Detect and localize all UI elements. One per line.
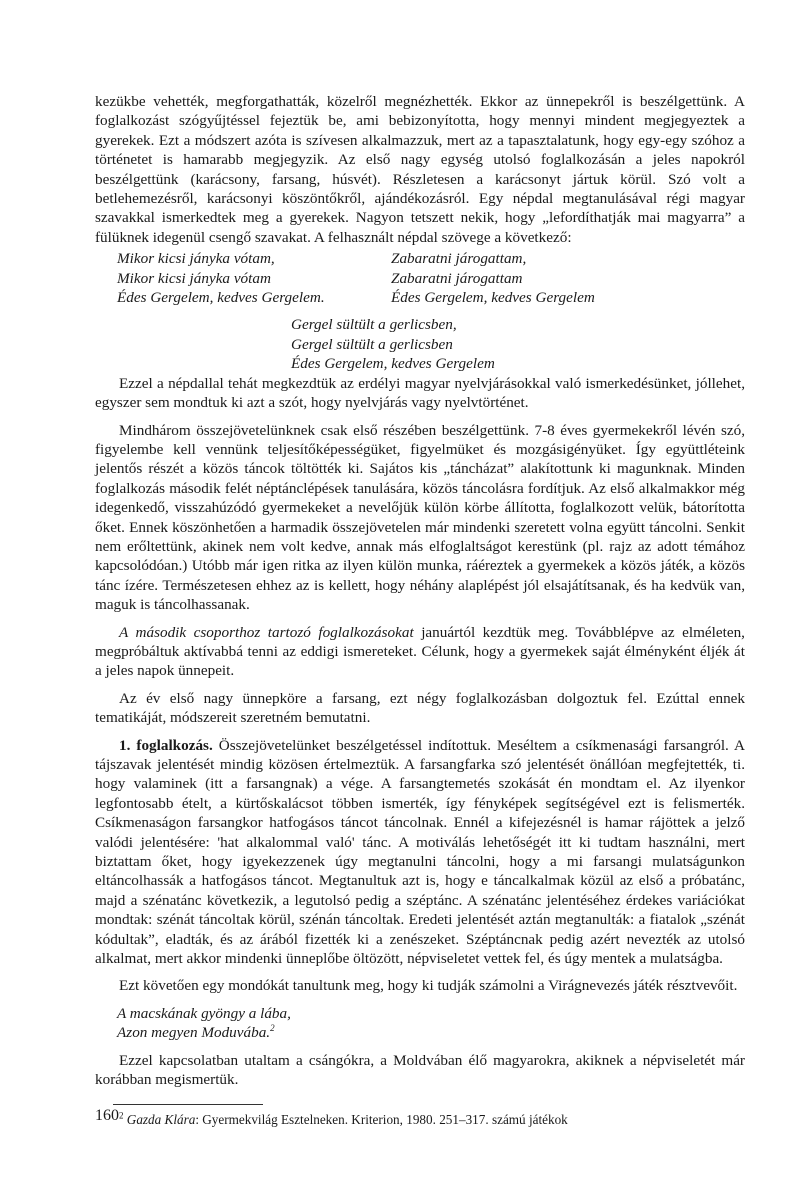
session-heading: 1. foglalkozás.: [119, 736, 213, 754]
folk-song-right-column: [391, 249, 665, 307]
page-number: 160: [95, 1107, 119, 1124]
folk-song-verse-row-1: [117, 249, 745, 307]
folk-song-left-column: [117, 249, 391, 307]
italic-lead: A második csoporthoz tartozó foglalkozásokat: [119, 623, 414, 641]
verse-line: Mikor kicsi jányka vótam,: [117, 250, 275, 268]
paragraph-second-group: [95, 623, 745, 681]
footnote-marker[interactable]: 2: [270, 1023, 275, 1034]
verse-line: Gergel sültült a gerlicsben,: [291, 316, 457, 334]
rhyme-line: A macskának gyöngy a lába,: [117, 1004, 291, 1022]
folk-song-center-stanza: [291, 315, 745, 373]
verse-line: Gergel sültült a gerlicsben: [291, 335, 453, 353]
paragraph-after-song: Ezzel a népdallal tehát megkezdtük az erdélyi magyar nyelvjárásokkal való ismerkedésünket, jóllehet, egyszer sem mondtuk ki azt a szót, hogy nyelvjárás vagy nyelvtörténet.: [95, 374, 745, 412]
footnote-text: : Gyermekvilág Esztelneken. Kriterion, 1980. 251–317. számú játékok: [195, 1111, 568, 1127]
paragraph-meetings: Mindhárom összejövetelünknek csak első részében beszélgettünk. 7-8 éves gyermekekről lévén szó, figyelembe kell vennünk teljesítőképességüket, figyelmüket és mozgásigényüket. Így együttléteink jelentős részét a közös táncok töltötték ki. Sajátos kis „táncházat” alakítottunk ki magunknak. Minden foglalkozás második felét néptánclépések tanulására, közös táncolásra fordítjuk. Az első alkalmakkor még idegenkedő, visszahúzódó gyermekeket a nevelőjük külön körbe állította, foglalkozott velük, bátorította őket. Ennek köszönhetően a harmadik összejövetelen már mindenki szeretett volna együtt táncolni. Senkit nem erőltettünk, akinek nem volt kedve, annak más elfoglaltságot kerestünk (pl. rajz az adott témához kapcsolódóan.) Utóbb már igen ritka az ilyen külön munka, ráéreztek a gyermekek a közös játék, a közös tánc ízére. Természetesen ehhez az is kellett, hogy néhány alaplépést jól elsajátítsanak, és ha kedvük van, maguk is táncolhassanak.: [95, 421, 745, 614]
paragraph-text: januártól kezdtük meg. Továbblépve az elméleten, megpróbáltuk aktívabbá tenni az eddigi ismereteket. Célunk, hogy a gyermekek saját élményként éljék át a jeles napok ünnepeit.: [95, 623, 745, 680]
rhyme-line: Azon megyen Moduvába.$^2$: [117, 1023, 275, 1042]
paragraph-text: Összejövetelünket beszélgetéssel indítottuk. Meséltem a csíkmenasági farsangról. A tájszavak jelentését mindig közösen értelmeztük. A farsangfarka szó jelentését önállóan megfejtették, ti. hogy valaminek (itt a farsangnak) a vége. A farsangtemetés szokását én mondtam el. Az ilyenkor legfontosabb ételt, a kürtőskalácsot többen ismerték, így fényképek segítségével ezt is felismerték. Csíkmenaságon farsangkor hatfogásos táncot táncolnak. Ennél a kifejezésnél is hamar rájöttek a jelző valódi jelentésére: 'hat alkalommal való' tánc. A motiválás lehetőségét itt ki tudtam használni, mert biztattam őket, hogy igyekezzenek úgy megtanulni táncolni, hogy a mi farsangi mulatságunkon eltáncolhassák a hatfogásos táncot. Megtanultuk azt is, hogy e táncalkalmak közül az első a próbatánc, majd a szénatánc következik, a legutolsó pedig a széptánc. A szénatánc jelentéséhez érdekes variációkat mondtak: szénát táncoltak körül, szénán táncoltak. Eredeti jelentését aztán megtanulták: a fiatalok „szénát kódultak”, eladták, és az árából fizették ki a zenészeket. Széptáncnak pedig azért nevezték az utolsó alkalmat, mert akkor mindenki ünneplőbe öltözött, népviseletet vettek fel, és úgy mentek a mulatságba.: [95, 736, 745, 968]
verse-line: Mikor kicsi jányka vótam: [117, 269, 271, 287]
verse-line: Édes Gergelem, kedves Gergelem: [391, 289, 595, 307]
page-body: [95, 92, 745, 1128]
footnote: [119, 1111, 745, 1128]
verse-line: Zabaratni járogattam: [391, 269, 523, 287]
verse-line: Zabaratni járogattam,: [391, 250, 527, 268]
footnote-divider: [113, 1104, 263, 1105]
paragraph-rhyme-intro: Ezt követően egy mondókát tanultunk meg, hogy ki tudják számolni a Virágnevezés játék résztvevőit.: [119, 977, 738, 995]
verse-line: Édes Gergelem, kedves Gergelem.: [117, 289, 325, 307]
paragraph-carnival: Az év első nagy ünnepköre a farsang, ezt négy foglalkozásban dolgoztuk fel. Ezúttal ennek tematikáját, módszereit szeretném bemutatni.: [95, 689, 745, 727]
paragraph-csango: Ezzel kapcsolatban utaltam a csángókra, a Moldvában élő magyarokra, akiknek a népviseletét már korábban megismertük.: [95, 1051, 745, 1089]
footnote-number: 2: [119, 1110, 124, 1121]
rhyme-block: [117, 1004, 745, 1043]
paragraph-session-1: [95, 736, 745, 969]
intro-paragraph: kezükbe vehették, megforgathatták, közelről megnézhették. Ekkor az ünnepekről is beszélgettünk. A foglalkozást szógyűjtéssel fejeztük be, ami bebizonyította, hogy mennyi mindent megjegyeztek a gyerekek. Ezt a módszert azóta is szívesen alkalmazzuk, mert az a tapasztalatunk, hogy egy-egy szóhoz a történetet is hamarabb megjegyzik. Az első nagy egység utolsó foglalkozásán a jeles napokról beszélgettünk (karácsony, farsang, húsvét). Részletesen a karácsonyt jártuk körül. Szó volt a betlehemezésről, karácsonyi köszöntőkről, ajándékozásról. Egy népdal megtanulásával régi magyar szavakkal ismerkedtek meg a gyerekek. Nagyon tetszett nekik, hogy „lefordíthatják mai magyarra” a fülüknek idegenül csengő szavakat. A felhasznált népdal szövege a következő:: [95, 93, 745, 246]
footnote-author: Gazda Klára: [126, 1111, 196, 1127]
verse-line: Édes Gergelem, kedves Gergelem: [291, 355, 495, 373]
